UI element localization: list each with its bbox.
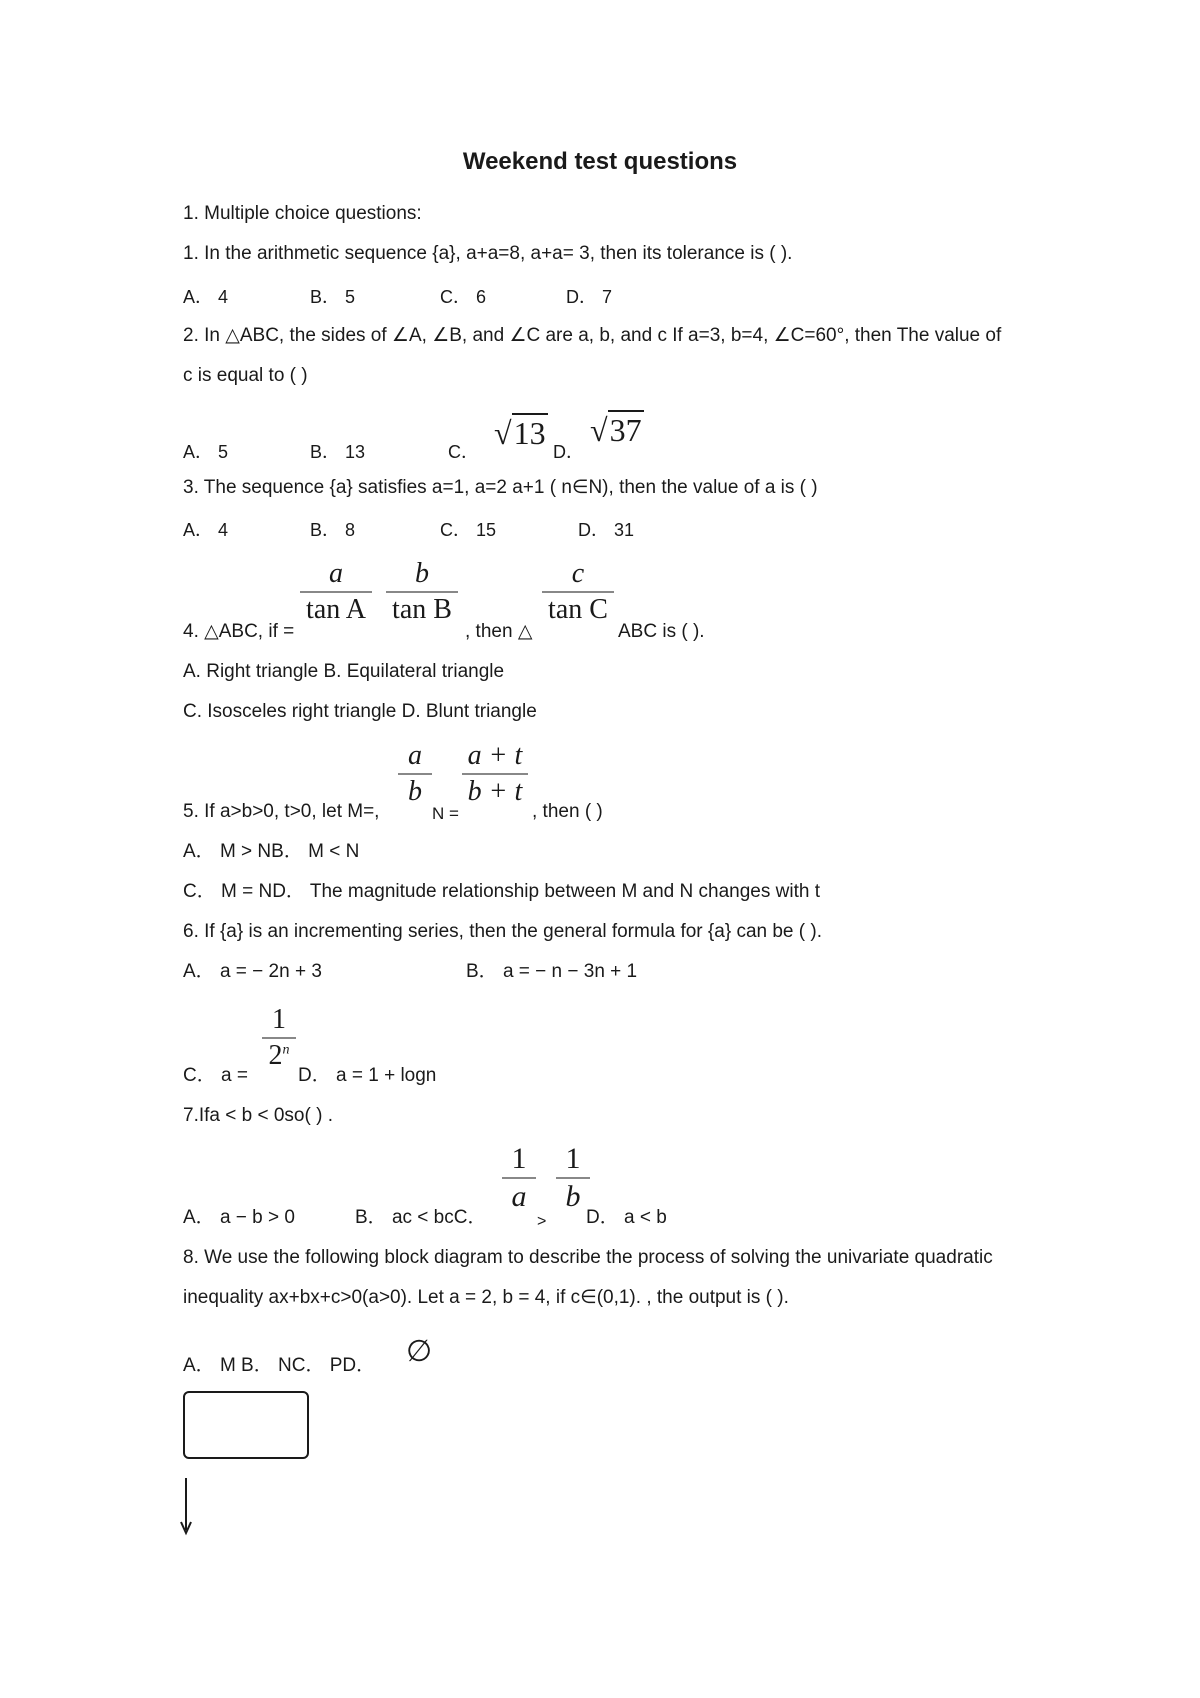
q7-frac-b-den: b xyxy=(565,1180,581,1213)
q7-greater-than: > xyxy=(537,1213,547,1230)
question-8-line-2: inequality ax+bx+c>0(a>0). Let a = 2, b = 4, if c∈(0,1). , the output is ( ). xyxy=(183,1287,789,1308)
flowchart-arrow xyxy=(176,1478,196,1536)
q5-frac-n-den: b + t xyxy=(467,776,523,807)
q2-root-13-value: 13 xyxy=(513,415,546,451)
q8-empty-set: ∅ xyxy=(406,1335,433,1368)
q7-frac-a-den: a xyxy=(511,1180,527,1213)
q2-root-37: √37 xyxy=(590,412,642,448)
q5-mid: N = xyxy=(432,804,459,823)
question-6-text: 6. If {a} is an incrementing series, then the general formula for {a} can be ( ). xyxy=(183,921,822,942)
q6-option-a: A． a = − 2n + 3 xyxy=(183,961,322,982)
question-1-text: 1. In the arithmetic sequence {a}, a+a=8, a+a= 3, then its tolerance is ( ). xyxy=(183,243,793,264)
q7-fraction-a xyxy=(502,1144,536,1212)
q4-suffix: ABC is ( ). xyxy=(618,621,705,642)
q5-frac-m-den: b xyxy=(408,776,422,807)
q4-frac-b-num: b xyxy=(415,558,429,589)
q4-frac-c-den: tan C xyxy=(548,594,608,625)
q5-options-line-2: C． M = ND． The magnitude relationship between M and N changes with t xyxy=(183,881,820,902)
q7-option-b: B． ac < bcC． xyxy=(355,1207,487,1228)
q6-option-c-prefix: C． a = xyxy=(183,1065,248,1086)
q6-frac-num: 1 xyxy=(272,1004,286,1035)
q3-option-c: C． 15 xyxy=(440,520,497,540)
q4-frac-a-den: tan A xyxy=(306,594,366,625)
q7-option-a: A． a − b > 0 xyxy=(183,1207,295,1228)
q5-frac-n-num: a + t xyxy=(467,740,523,771)
q3-option-a: A． 4 xyxy=(183,520,229,540)
q2-option-c: C． xyxy=(448,442,479,462)
q1-option-b: B． 5 xyxy=(310,287,356,307)
q4-options-line-1: A. Right triangle B. Equilateral triangle xyxy=(183,661,505,682)
section-heading: 1. Multiple choice questions: xyxy=(183,203,422,224)
q6-frac-den: 2 xyxy=(268,1040,283,1071)
q5-fraction-n xyxy=(462,742,528,806)
question-3-text: 3. The sequence {a} satisfies a=1, a=2 a+1 ( n∈N), then the value of a is ( ) xyxy=(183,477,818,498)
q4-mid: , then △ xyxy=(465,621,533,642)
q2-option-d: D． xyxy=(553,442,584,462)
q1-option-c: C． 6 xyxy=(440,287,487,307)
q4-fraction-c xyxy=(542,560,614,624)
q5-options-line-1: A． M > NB． M < N xyxy=(183,841,360,862)
q6-frac-exp: n xyxy=(282,1042,290,1058)
q4-prefix: 4. △ABC, if = xyxy=(183,621,295,642)
flowchart-box xyxy=(183,1391,309,1459)
q3-option-b: B． 8 xyxy=(310,520,356,540)
q8-options: A． M B． NC． PD． xyxy=(183,1355,376,1376)
page-title: Weekend test questions xyxy=(462,148,738,175)
q6-fraction-c xyxy=(262,1006,296,1070)
q1-option-a: A． 4 xyxy=(183,287,229,307)
q4-fraction-a xyxy=(300,560,372,624)
q3-option-d: D． 31 xyxy=(578,520,635,540)
q4-fraction-b xyxy=(386,560,458,624)
q7-frac-a-num: 1 xyxy=(511,1142,527,1175)
q2-root-13: √13 xyxy=(494,415,546,451)
q1-option-d: D． 7 xyxy=(566,287,613,307)
q2-option-b: B． 13 xyxy=(310,442,366,462)
q5-frac-m-num: a xyxy=(408,740,422,771)
q7-option-d: D． a < b xyxy=(586,1207,667,1228)
q5-prefix: 5. If a>b>0, t>0, let M=, xyxy=(183,801,380,822)
question-2-line-1: 2. In △ABC, the sides of ∠A, ∠B, and ∠C are a, b, and c If a=3, b=4, ∠C=60°, then The value of xyxy=(183,325,1002,346)
question-8-line-1: 8. We use the following block diagram to describe the process of solving the univariate quadratic xyxy=(183,1247,993,1268)
q5-suffix: , then ( ) xyxy=(532,801,603,822)
q4-frac-c-num: c xyxy=(571,558,585,589)
q5-fraction-m xyxy=(398,742,432,806)
q4-frac-a-num: a xyxy=(329,558,343,589)
question-7-text: 7.Ifa < b < 0so( ) . xyxy=(183,1105,333,1126)
q2-root-37-value: 37 xyxy=(609,412,642,448)
q7-fraction-b xyxy=(556,1144,590,1212)
q2-option-a: A． 5 xyxy=(183,442,229,462)
q6-option-b: B． a = − n − 3n + 1 xyxy=(466,961,638,982)
question-2-line-2: c is equal to ( ) xyxy=(183,365,308,386)
q6-option-d: D． a = 1 + logn xyxy=(298,1065,437,1086)
q4-options-line-2: C. Isosceles right triangle D. Blunt triangle xyxy=(183,701,537,722)
q7-frac-b-num: 1 xyxy=(565,1142,581,1175)
q4-frac-b-den: tan B xyxy=(392,594,452,625)
